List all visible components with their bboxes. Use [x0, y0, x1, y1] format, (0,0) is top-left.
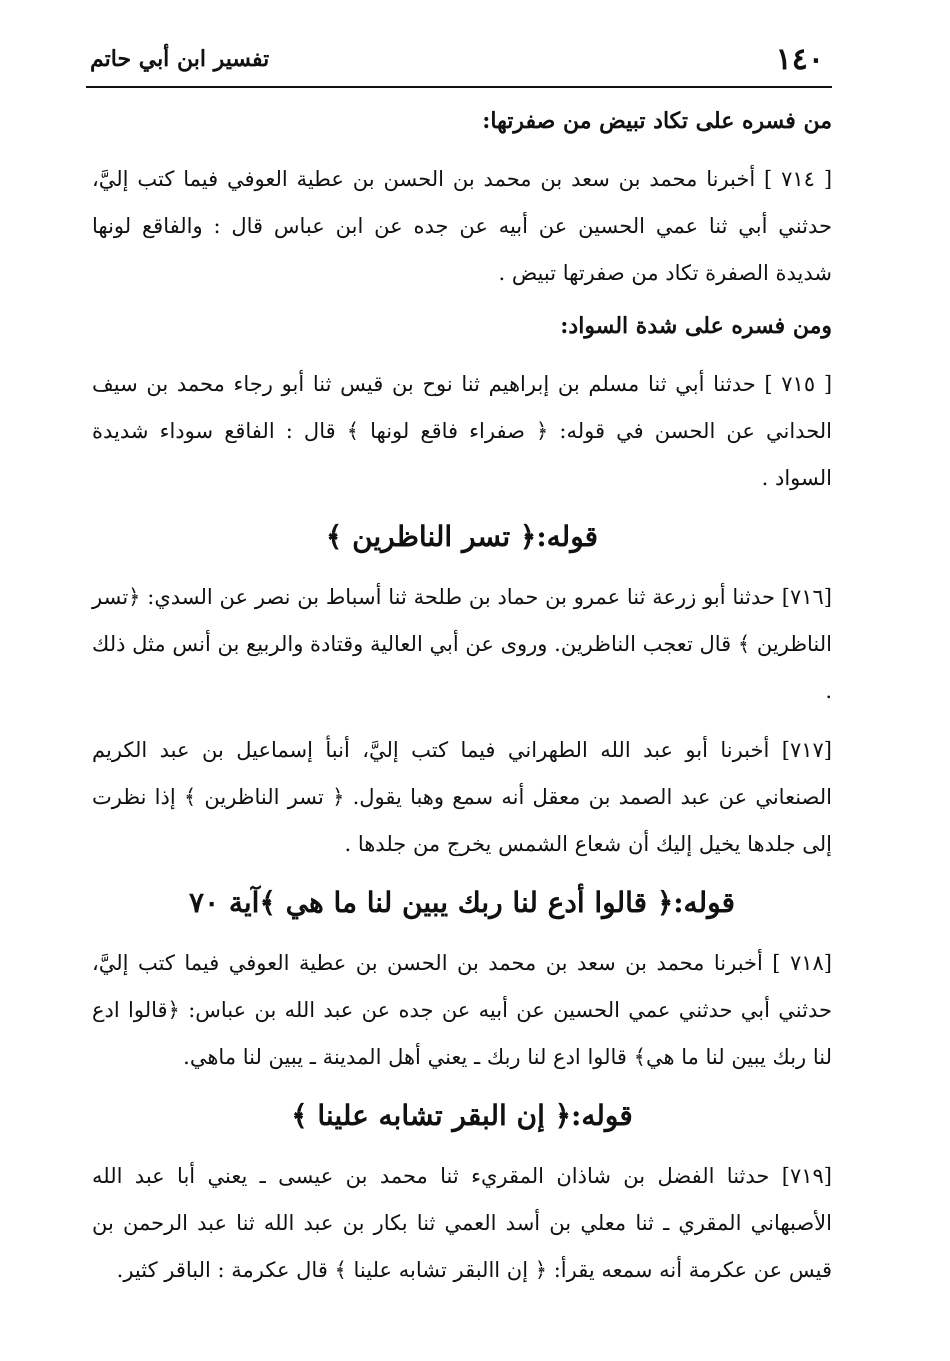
verse-heading: قوله:﴿ قالوا أدع لنا ربك يبين لنا ما هي ﴾آية ٧٠	[189, 886, 735, 919]
page-number: ١٤٠	[775, 42, 824, 77]
running-title: تفسير ابن أبي حاتم	[90, 46, 270, 72]
narration-paragraph: [ ٧١٤ ] أخبرنا محمد بن سعد بن محمد بن الحسن بن عطية العوفي فيما كتب إليَّ، حدثني أبي ثنا عمي الحسين عن أبيه عن جده عن ابن عباس قال : والفاقع لونها شديدة الصفرة تكاد من صفرتها تبيض .	[92, 167, 833, 285]
narration-paragraph: [ ٧١٥ ] حدثنا أبي ثنا مسلم بن إبراهيم ثنا نوح بن قيس ثنا أبو رجاء محمد بن سيف الحداني عن الحسن في قوله: ﴿ صفراء فاقع لونها ﴾ قال : الفاقع سوداء شديدة السواد .	[92, 372, 833, 490]
section-heading: من فسره على تكاد تبيض من صفرتها:	[482, 108, 832, 134]
verse-heading: قوله:﴿ إن البقر تشابه علينا ﴾	[291, 1099, 633, 1132]
page-header	[86, 36, 832, 88]
narration-paragraph: [٧١٧] أخبرنا أبو عبد الله الطهراني فيما كتب إليَّ، أنبأ إسماعيل بن عبد الكريم الصنعاني عن عبد الصمد بن معقل أنه سمع وهبا يقول. ﴿ تسر الناظرين ﴾ إذا نظرت إلى جلدها يخيل إليك أن شعاع الشمس يخرج من جلدها .	[92, 738, 832, 856]
narration-paragraph: [٧١٩] حدثنا الفضل بن شاذان المقريء ثنا محمد بن عيسى ـ يعني أبا عبد الله الأصبهاني المقري ـ ثنا معلي بن أسد العمي ثنا بكار بن عبد الله ثنا عبد الرحمن بن قيس عن عكرمة أنه سمعه يقرأ: ﴿ إن االبقر تشابه علينا ﴾ قال عكرمة : الباقر كثير.	[92, 1164, 832, 1282]
verse-heading: قوله:﴿ تسر الناظرين ﴾	[325, 520, 599, 553]
page-body	[92, 104, 832, 1306]
narration-paragraph: [٧١٦] حدثنا أبو زرعة ثنا عمرو بن حماد بن طلحة ثنا أسباط بن نصر عن السدي: ﴿تسر الناظرين ﴾ قال تعجب الناظرين. وروى عن أبي العالية وقتادة والربيع بن أنس مثل ذلك .	[92, 585, 832, 703]
section-heading: ومن فسره على شدة السواد:	[560, 313, 832, 339]
narration-paragraph: [٧١٨ ] أخبرنا محمد بن سعد بن محمد بن الحسن بن عطية العوفي فيما كتب إليَّ، حدثني أبي حدثني عمي الحسين عن أبيه عن جده عن عبد الله بن عباس: ﴿قالوا ادع لنا ربك يبين لنا ما هي﴾ قالوا ادع لنا ربك ـ يعني أهل المدينة ـ يبين لنا ماهي.	[92, 951, 832, 1069]
